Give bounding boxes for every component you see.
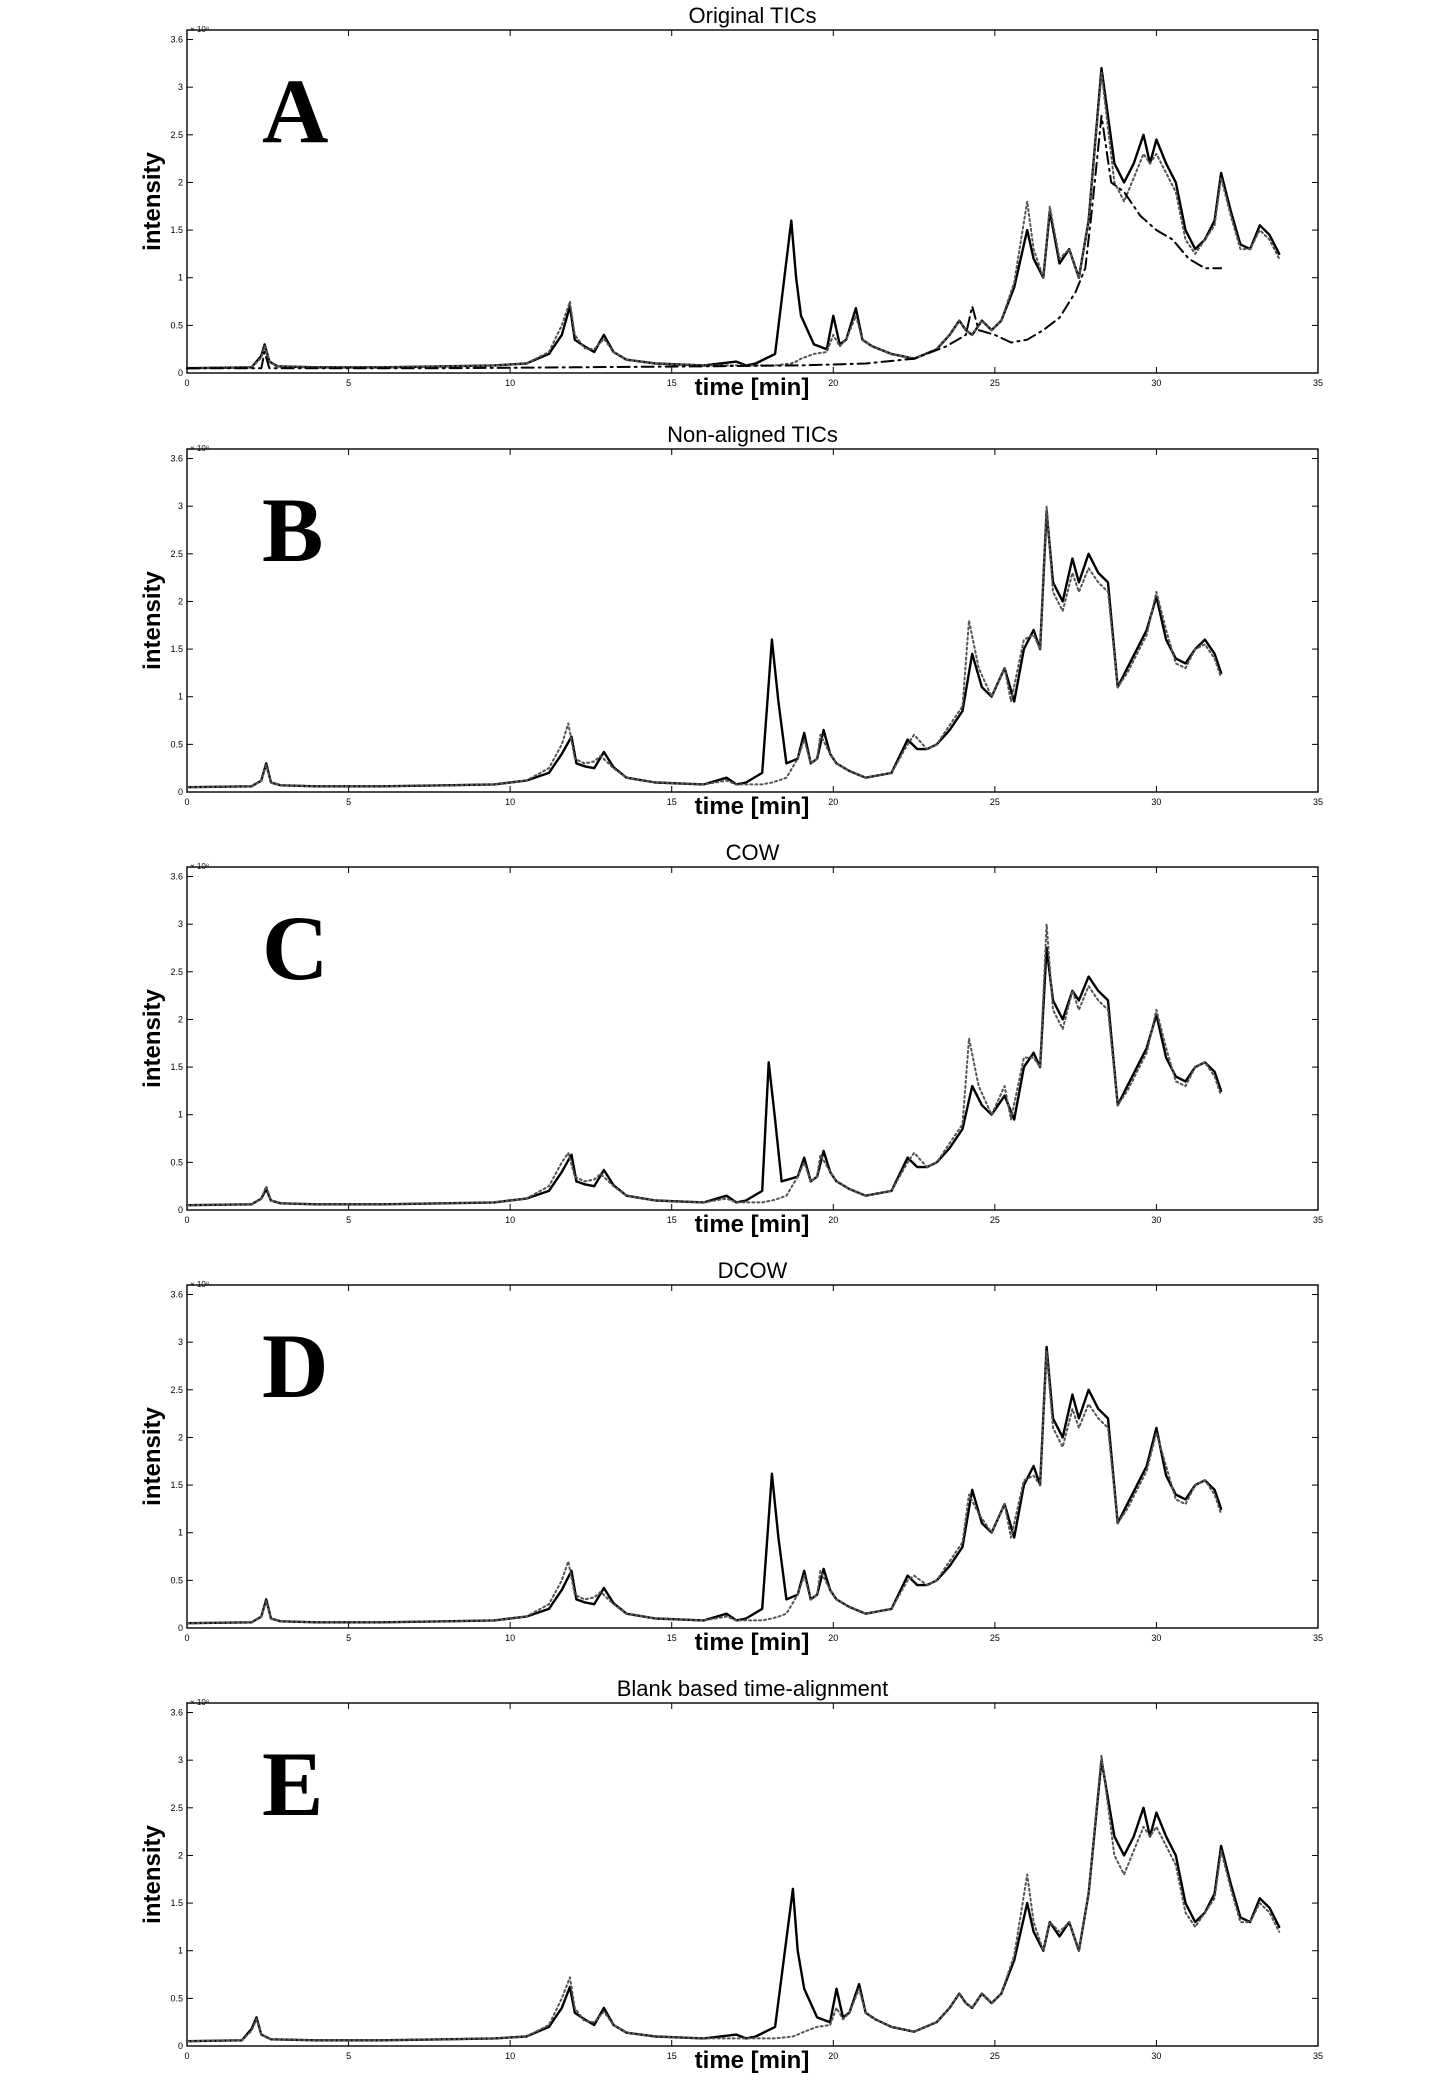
y-multiplier: × 10⁸ [190, 25, 210, 34]
x-tick-label: 0 [184, 1215, 190, 1225]
x-tick-label: 10 [505, 1215, 516, 1225]
x-tick-label: 20 [828, 1633, 839, 1643]
panel-letter: C [262, 897, 329, 999]
y-tick-label: 1 [177, 1527, 183, 1538]
chart-panel-c [139, 840, 1323, 1238]
x-axis-label: time [min] [694, 374, 810, 401]
x-tick-label: 25 [989, 1633, 1000, 1643]
plot-area [187, 1703, 1318, 2046]
y-axis-label: intensity [139, 571, 166, 670]
chart-title: DCOW [717, 1258, 788, 1283]
x-axis-label: time [min] [694, 2047, 810, 2074]
y-tick-label: 2.5 [170, 1802, 183, 1813]
x-tick-label: 5 [346, 2051, 352, 2061]
y-tick-label: 0 [177, 1623, 183, 1633]
chart-title: Blank based time-alignment [616, 1676, 889, 1701]
x-axis-label: time [min] [694, 1629, 810, 1656]
y-tick-label: 0.5 [170, 1157, 183, 1168]
x-tick-label: 30 [1151, 1215, 1162, 1225]
y-tick-label: 3.6 [170, 1707, 183, 1718]
y-tick-label: 1.5 [170, 1062, 183, 1073]
panel-letter: B [262, 479, 324, 581]
y-tick-label: 3 [177, 501, 183, 512]
x-tick-label: 0 [184, 797, 190, 807]
x-tick-label: 10 [505, 378, 516, 388]
x-tick-label: 10 [505, 797, 516, 807]
chart-panel-d [139, 1258, 1323, 1656]
y-tick-label: 1 [177, 1945, 183, 1956]
x-tick-label: 20 [828, 378, 839, 388]
y-tick-label: 0 [177, 1205, 183, 1215]
panel-letter: D [262, 1315, 329, 1417]
x-tick-label: 30 [1151, 1633, 1162, 1643]
y-tick-label: 3 [177, 1755, 183, 1766]
y-tick-label: 0.5 [170, 1993, 183, 2004]
y-multiplier: × 10⁸ [190, 1698, 210, 1707]
y-tick-label: 1 [177, 272, 183, 283]
y-tick-label: 3.6 [170, 1289, 183, 1300]
x-tick-label: 10 [505, 1633, 516, 1643]
x-tick-label: 15 [666, 378, 677, 388]
y-tick-label: 3.6 [170, 871, 183, 882]
y-tick-label: 2 [177, 1850, 183, 1861]
x-tick-label: 5 [346, 797, 352, 807]
y-tick-label: 0 [177, 787, 183, 797]
chart-panel-e [139, 1676, 1323, 2074]
y-tick-label: 2 [177, 177, 183, 188]
x-tick-label: 35 [1312, 797, 1324, 807]
y-tick-label: 1 [177, 691, 183, 702]
y-tick-label: 0.5 [170, 320, 183, 331]
y-tick-label: 2 [177, 596, 183, 607]
x-tick-label: 0 [184, 1633, 190, 1643]
x-tick-label: 5 [346, 378, 352, 388]
x-tick-label: 35 [1312, 1215, 1324, 1225]
x-tick-label: 20 [828, 2051, 839, 2061]
y-tick-label: 3 [177, 919, 183, 930]
x-tick-label: 35 [1312, 1633, 1324, 1643]
x-tick-label: 5 [346, 1215, 352, 1225]
y-tick-label: 3 [177, 82, 183, 93]
y-tick-label: 1.5 [170, 644, 183, 655]
chart-panel-b [139, 422, 1323, 820]
x-tick-label: 10 [505, 2051, 516, 2061]
x-tick-label: 30 [1151, 378, 1162, 388]
x-tick-label: 35 [1312, 2051, 1324, 2061]
y-tick-label: 2.5 [170, 129, 183, 140]
x-tick-label: 30 [1151, 797, 1162, 807]
x-tick-label: 5 [346, 1633, 352, 1643]
y-multiplier: × 10⁸ [190, 444, 210, 453]
y-tick-label: 3.6 [170, 34, 183, 45]
y-axis-label: intensity [139, 1825, 166, 1924]
y-tick-label: 2.5 [170, 1384, 183, 1395]
x-tick-label: 25 [989, 378, 1000, 388]
y-tick-label: 0 [177, 368, 183, 378]
chart-title: COW [725, 840, 780, 865]
x-tick-label: 0 [184, 2051, 190, 2061]
y-tick-label: 2 [177, 1432, 183, 1443]
y-axis-label: intensity [139, 1407, 166, 1506]
y-tick-label: 0.5 [170, 739, 183, 750]
x-tick-label: 15 [666, 1633, 677, 1643]
y-axis-label: intensity [139, 989, 166, 1088]
x-tick-label: 30 [1151, 2051, 1162, 2061]
chart-title: Non-aligned TICs [667, 422, 838, 447]
x-tick-label: 25 [989, 797, 1000, 807]
y-tick-label: 0 [177, 2041, 183, 2051]
y-tick-label: 2.5 [170, 966, 183, 977]
y-tick-label: 1.5 [170, 1480, 183, 1491]
y-tick-label: 0.5 [170, 1575, 183, 1586]
y-tick-label: 2.5 [170, 548, 183, 559]
y-multiplier: × 10⁸ [190, 862, 210, 871]
plot-area [187, 30, 1318, 373]
x-tick-label: 20 [828, 1215, 839, 1225]
y-tick-label: 3.6 [170, 453, 183, 464]
chart-title: Original TICs [688, 3, 817, 28]
x-tick-label: 25 [989, 1215, 1000, 1225]
y-axis-label: intensity [139, 152, 166, 251]
x-tick-label: 15 [666, 797, 677, 807]
x-tick-label: 0 [184, 378, 190, 388]
y-tick-label: 2 [177, 1014, 183, 1025]
y-tick-label: 3 [177, 1337, 183, 1348]
y-tick-label: 1.5 [170, 225, 183, 236]
x-tick-label: 25 [989, 2051, 1000, 2061]
y-tick-label: 1.5 [170, 1898, 183, 1909]
panel-letter: A [262, 60, 329, 162]
x-tick-label: 15 [666, 1215, 677, 1225]
x-tick-label: 35 [1312, 378, 1324, 388]
panel-letter: E [262, 1733, 324, 1835]
chart-panel-a [139, 3, 1323, 401]
x-axis-label: time [min] [694, 1211, 810, 1238]
x-tick-label: 15 [666, 2051, 677, 2061]
x-axis-label: time [min] [694, 793, 810, 820]
y-tick-label: 1 [177, 1109, 183, 1120]
y-multiplier: × 10⁸ [190, 1280, 210, 1289]
x-tick-label: 20 [828, 797, 839, 807]
